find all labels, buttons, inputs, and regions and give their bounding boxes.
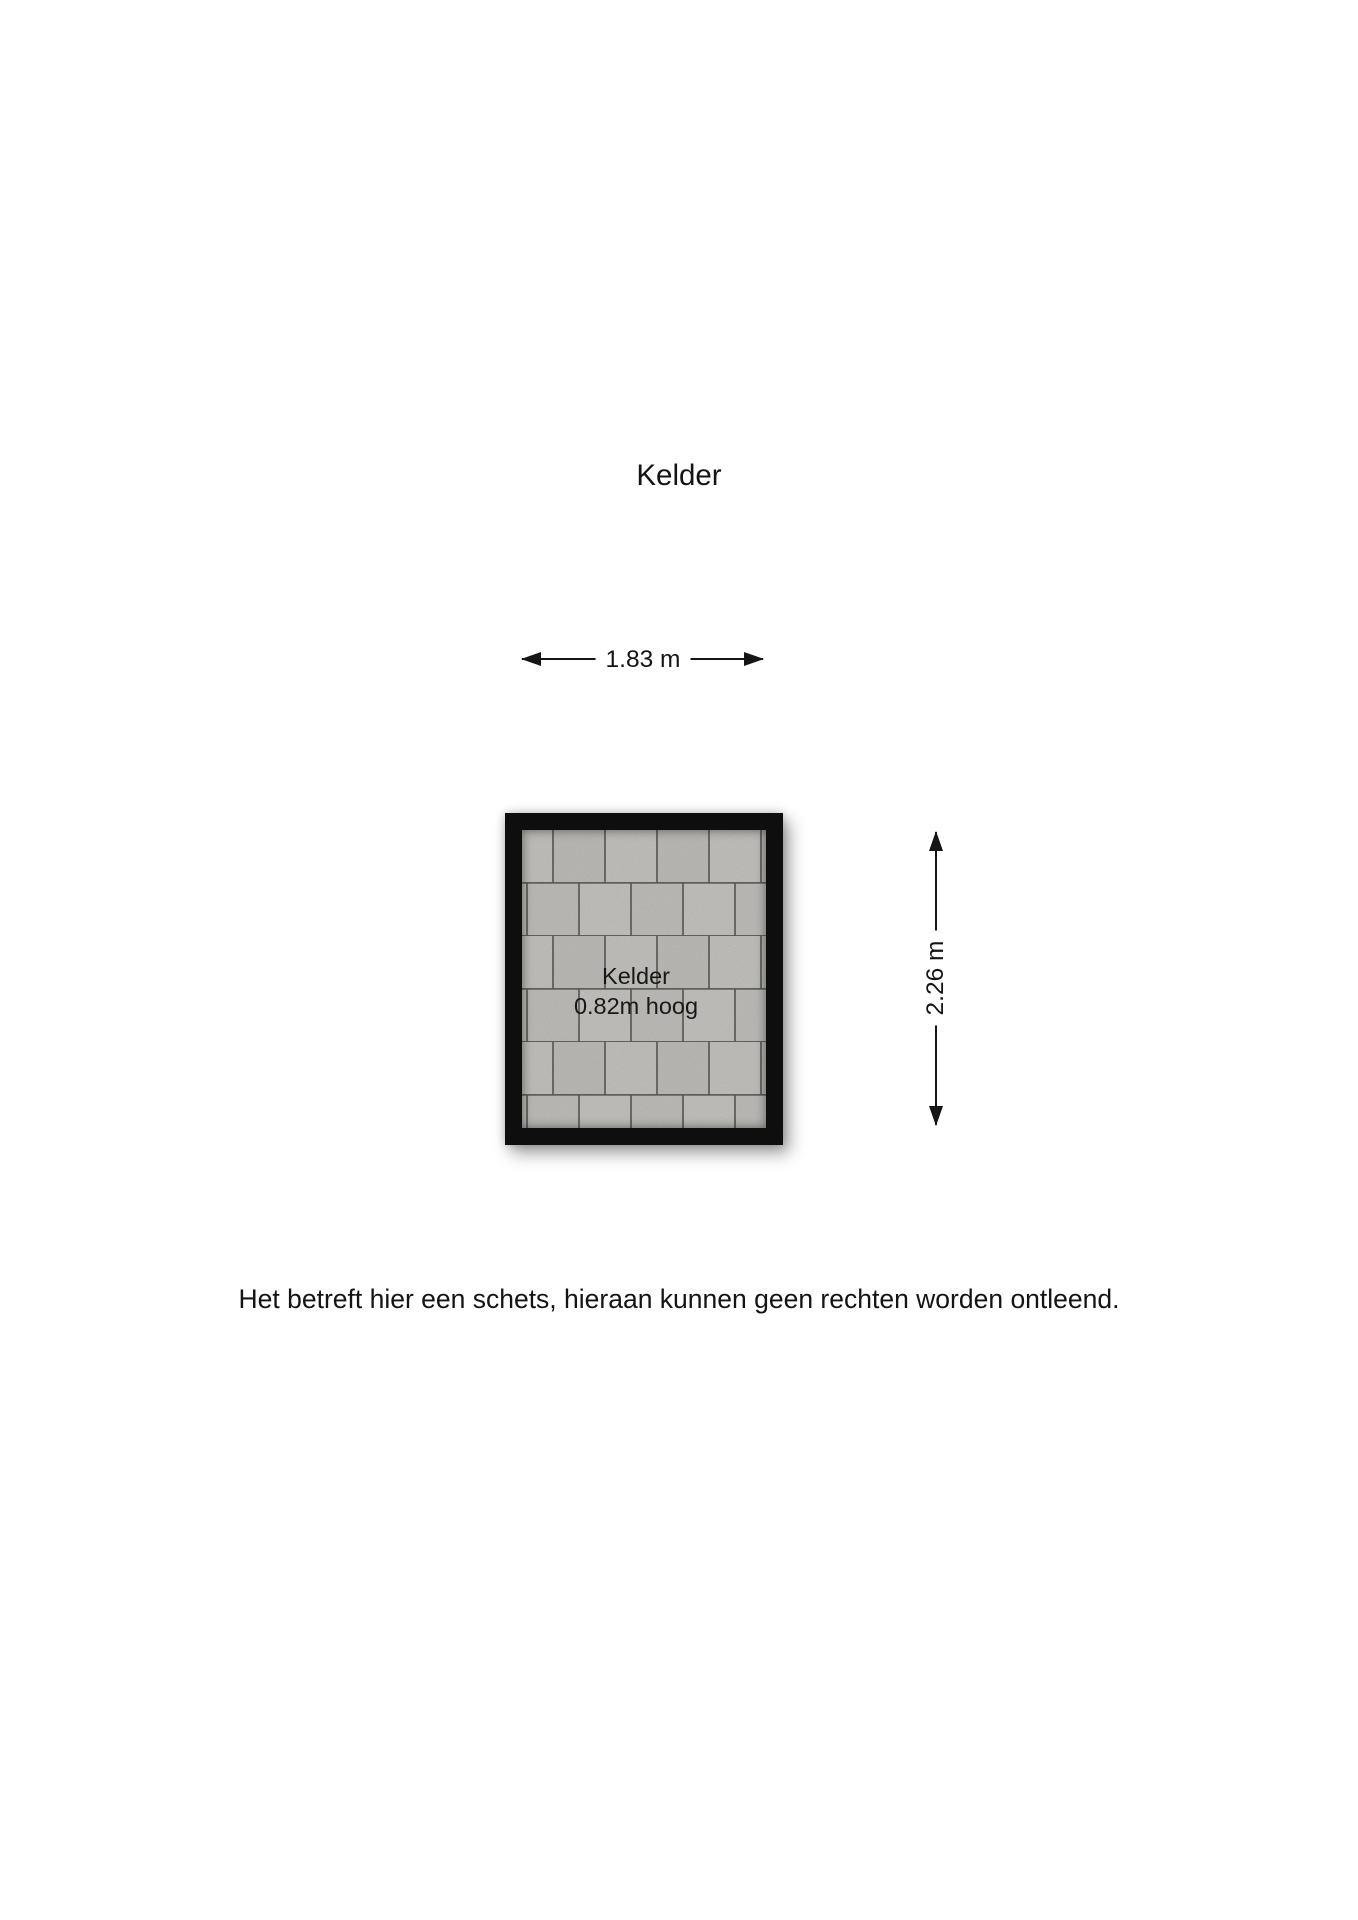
disclaimer-text: Het betreft hier een schets, hieraan kunnen geen rechten worden ontleend. [238,1284,1120,1314]
arrow-down-icon [929,1106,943,1126]
room-label-block [497,961,775,1021]
arrow-right-icon [744,652,764,666]
room-kelder [505,813,783,1145]
arrow-up-icon [929,831,943,851]
height-dimension-label: 2.26 m [922,931,950,1026]
room-height-note: 0.82m hoog [573,993,699,1019]
arrow-left-icon [521,652,541,666]
room-name: Kelder [602,963,670,989]
width-dimension-label: 1.83 m [596,646,691,674]
floorplan-title: Kelder [636,459,722,492]
